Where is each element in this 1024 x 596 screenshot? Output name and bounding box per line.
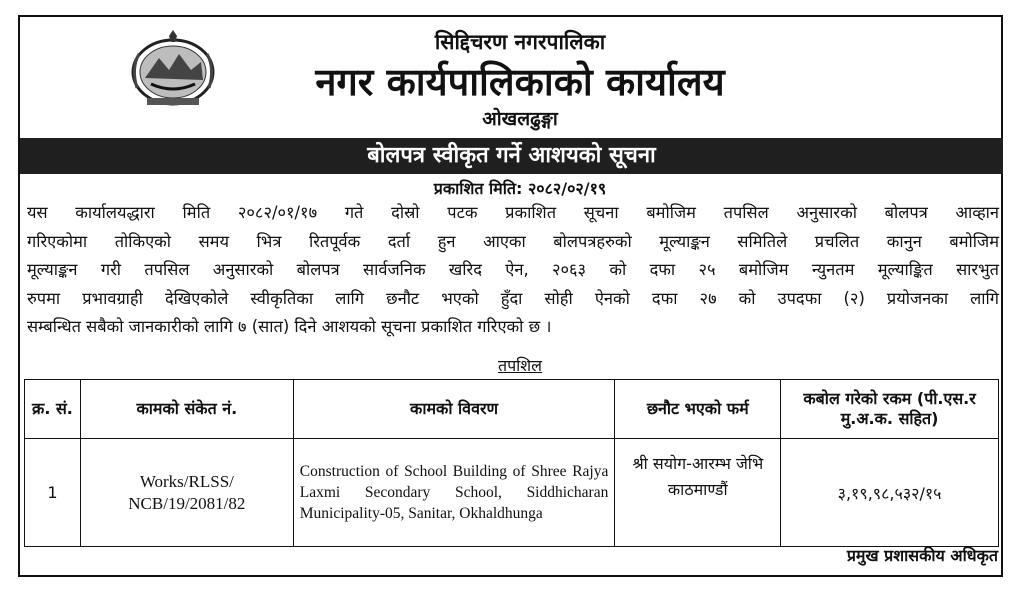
body-line: यस कार्यालयद्धारा मिति २०८२/०१/१७ गते दोस्रो पटक प्रकाशित सूचना बमोजिम तपसिल अनुसारको बोलपत्र आव्हान (27, 203, 999, 222)
col-description: कामको विवरण (293, 380, 615, 439)
cell-description: Construction of School Building of Shree Rajya Laxmi Secondary School, Siddhicharan Municipality-05, Sanitar, Okhaldhunga (293, 439, 615, 547)
body-line: गरिएकोमा तोकिएको समय भित्र रितपूर्वक दर्ता हुन आएका बोलपत्रहरुको मूल्याङ्कन समितिले प्रचलित कानुन बमोजिम (27, 231, 999, 251)
body-line: मूल्याङ्कन गरी तपसिल अनुसारको बोलपत्र सार्वजनिक खरिद ऐन, २०६३ को दफा २५ बमोजिम न्युनतम मूल्याङ्कित सारभुत (27, 260, 999, 279)
col-code: कामको संकेत नं. (80, 380, 293, 439)
body-line: सम्बन्धित सबैको जानकारीको लागि ७ (सात) दिने आशयको सूचना प्रकाशित गरिएको छ । (27, 317, 552, 336)
cell-firm: श्री सयोग-आरम्भ जेभि काठमाण्डौं (615, 439, 781, 547)
office-location: ओखलढुङ्गा (482, 108, 558, 130)
notice-body (27, 199, 999, 342)
nepal-emblem-icon (125, 28, 221, 108)
col-amount: कबोल गरेको रकम (पी.एस.र मु.अ.क. सहित) (781, 380, 999, 439)
body-line: रुपमा प्रभावग्राही देखिएकोले स्वीकृतिका लागि छनौट भएको हुँदा सोही ऐनको दफा २७ को उपदफा (२) प्रयोजनका लागि (27, 288, 999, 308)
published-date: प्रकाशित मिति: २०८२/०२/१९ (433, 179, 607, 198)
cell-sn: 1 (25, 439, 81, 547)
signatory: प्रमुख प्रशासकीय अधिकृत (846, 546, 998, 565)
schedule-heading: तपशिल (497, 356, 543, 375)
table-header-row (25, 380, 999, 439)
col-firm: छनौट भएको फर्म (615, 380, 781, 439)
col-sn: क्र. सं. (25, 380, 81, 439)
office-title: नगर कार्यपालिकाको कार्यालय (315, 60, 725, 104)
works-table (24, 379, 999, 547)
table-row (25, 439, 999, 547)
notice-title-banner: बोलपत्र स्वीकृत गर्ने आशयको सूचना (20, 138, 1003, 174)
municipality-name: सिद्दिचरण नगरपालिका (434, 30, 606, 54)
cell-amount: ३,१९,९८,५३२/१५ (781, 439, 999, 547)
cell-code: Works/RLSS/ NCB/19/2081/82 (80, 439, 293, 547)
